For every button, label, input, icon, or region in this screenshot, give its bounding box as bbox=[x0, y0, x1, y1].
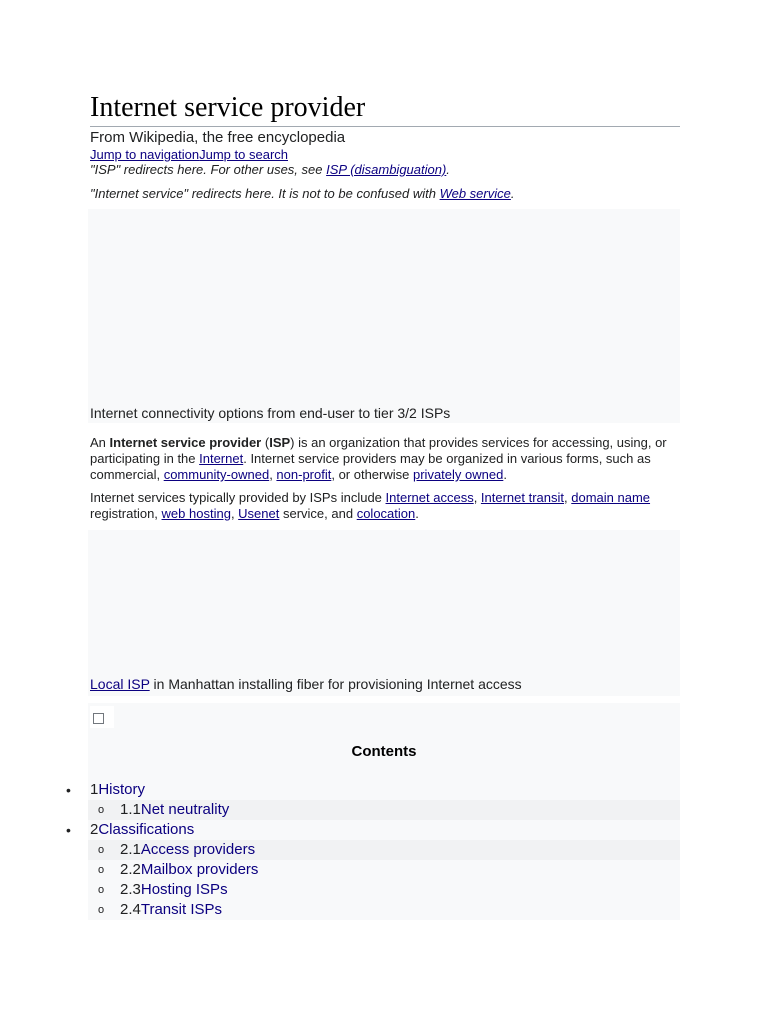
circle-bullet-icon: o bbox=[98, 804, 105, 816]
text: , or otherwise bbox=[331, 467, 413, 482]
text: service, and bbox=[279, 506, 357, 521]
toc-item-mailbox-providers[interactable] bbox=[120, 860, 258, 880]
bold-term: Internet service provider bbox=[109, 435, 262, 450]
toc-item-hosting-isps[interactable] bbox=[120, 880, 228, 900]
hatnote-text: . bbox=[446, 162, 450, 177]
hatnote-isp bbox=[90, 162, 450, 178]
figure-connectivity bbox=[88, 209, 680, 423]
bullet-icon: • bbox=[66, 782, 71, 798]
toc-link[interactable]: Access providers bbox=[140, 841, 256, 858]
toc-link[interactable]: Hosting ISPs bbox=[140, 881, 228, 898]
toc-item-history[interactable] bbox=[90, 780, 145, 800]
toc-row-bg bbox=[88, 780, 680, 800]
text: , bbox=[269, 467, 277, 482]
toc-item-access-providers[interactable] bbox=[120, 840, 255, 860]
hatnote-text: . bbox=[510, 186, 515, 201]
hatnote-text: "ISP" redirects here. For other uses, see bbox=[90, 162, 327, 177]
text: , bbox=[564, 490, 572, 505]
text: . bbox=[503, 467, 507, 482]
toc-number: 2.1 bbox=[120, 841, 141, 858]
web-service-link[interactable]: Web service bbox=[439, 186, 511, 201]
services-paragraph bbox=[90, 490, 680, 522]
jump-to-search-link[interactable]: Jump to search bbox=[199, 147, 288, 162]
domain-name-link[interactable]: domain name bbox=[571, 490, 651, 505]
toc-number: 2 bbox=[90, 821, 99, 838]
hatnote-internet-service bbox=[90, 186, 515, 202]
internet-transit-link[interactable]: Internet transit bbox=[480, 490, 565, 505]
web-hosting-link[interactable]: web hosting bbox=[161, 506, 231, 521]
toc-item-transit-isps[interactable] bbox=[120, 900, 222, 920]
toc-item-net-neutrality[interactable] bbox=[120, 800, 229, 820]
jump-links bbox=[90, 147, 288, 163]
community-owned-link[interactable]: community-owned bbox=[163, 467, 270, 482]
toc-toggle-checkbox[interactable] bbox=[90, 706, 114, 728]
text: , bbox=[230, 506, 239, 521]
toc-link[interactable]: History bbox=[98, 781, 146, 798]
checkbox-icon bbox=[93, 713, 104, 724]
toc-item-classifications[interactable] bbox=[90, 820, 194, 840]
text: ( bbox=[261, 435, 270, 450]
circle-bullet-icon: o bbox=[98, 884, 105, 896]
circle-bullet-icon: o bbox=[98, 844, 105, 856]
circle-bullet-icon: o bbox=[98, 904, 105, 916]
internet-link[interactable]: Internet bbox=[199, 451, 244, 466]
text: ) is an organization that provides services for accessing, using, or participating in the bbox=[90, 435, 667, 466]
circle-bullet-icon: o bbox=[98, 864, 105, 876]
toc-number: 2.2 bbox=[120, 861, 141, 878]
text: registration, bbox=[90, 506, 162, 521]
site-tagline: From Wikipedia, the free encyclopedia bbox=[90, 129, 346, 146]
hatnote-text: "Internet service" redirects here. It is not to be confused with bbox=[90, 186, 440, 201]
page-title: Internet service provider bbox=[90, 92, 680, 127]
text: . bbox=[415, 506, 419, 521]
caption-text: in Manhattan installing fiber for provisioning Internet access bbox=[149, 676, 522, 692]
text: , bbox=[473, 490, 481, 505]
bold-term: ISP bbox=[269, 435, 291, 450]
isp-disambiguation-link[interactable]: ISP (disambiguation) bbox=[326, 162, 447, 177]
colocation-link[interactable]: colocation bbox=[356, 506, 416, 521]
usenet-link[interactable]: Usenet bbox=[238, 506, 280, 521]
toc-number: 2.3 bbox=[120, 881, 141, 898]
text: An bbox=[90, 435, 110, 450]
figure-local-isp bbox=[88, 530, 680, 696]
local-isp-link[interactable]: Local ISP bbox=[90, 676, 150, 692]
intro-paragraph bbox=[90, 435, 680, 483]
internet-access-link[interactable]: Internet access bbox=[385, 490, 474, 505]
toc-number: 2.4 bbox=[120, 901, 141, 918]
toc-title: Contents bbox=[351, 743, 417, 760]
text: . Internet service providers may be organized in various forms, such as commercial, bbox=[90, 451, 651, 482]
toc-link[interactable]: Mailbox providers bbox=[140, 861, 259, 878]
jump-to-navigation-link[interactable]: Jump to navigation bbox=[90, 147, 200, 162]
toc-number: 1 bbox=[90, 781, 99, 798]
figure-caption: Internet connectivity options from end-user to tier 3/2 ISPs bbox=[90, 405, 451, 421]
figure-caption bbox=[90, 675, 522, 693]
toc-link[interactable]: Classifications bbox=[98, 821, 195, 838]
bullet-icon: • bbox=[66, 822, 71, 838]
toc-number: 1.1 bbox=[120, 801, 141, 818]
privately-owned-link[interactable]: privately owned bbox=[413, 467, 504, 482]
toc-link[interactable]: Transit ISPs bbox=[140, 901, 222, 918]
text: Internet services typically provided by ISPs include bbox=[90, 490, 386, 505]
toc-link[interactable]: Net neutrality bbox=[140, 801, 230, 818]
non-profit-link[interactable]: non-profit bbox=[276, 467, 332, 482]
